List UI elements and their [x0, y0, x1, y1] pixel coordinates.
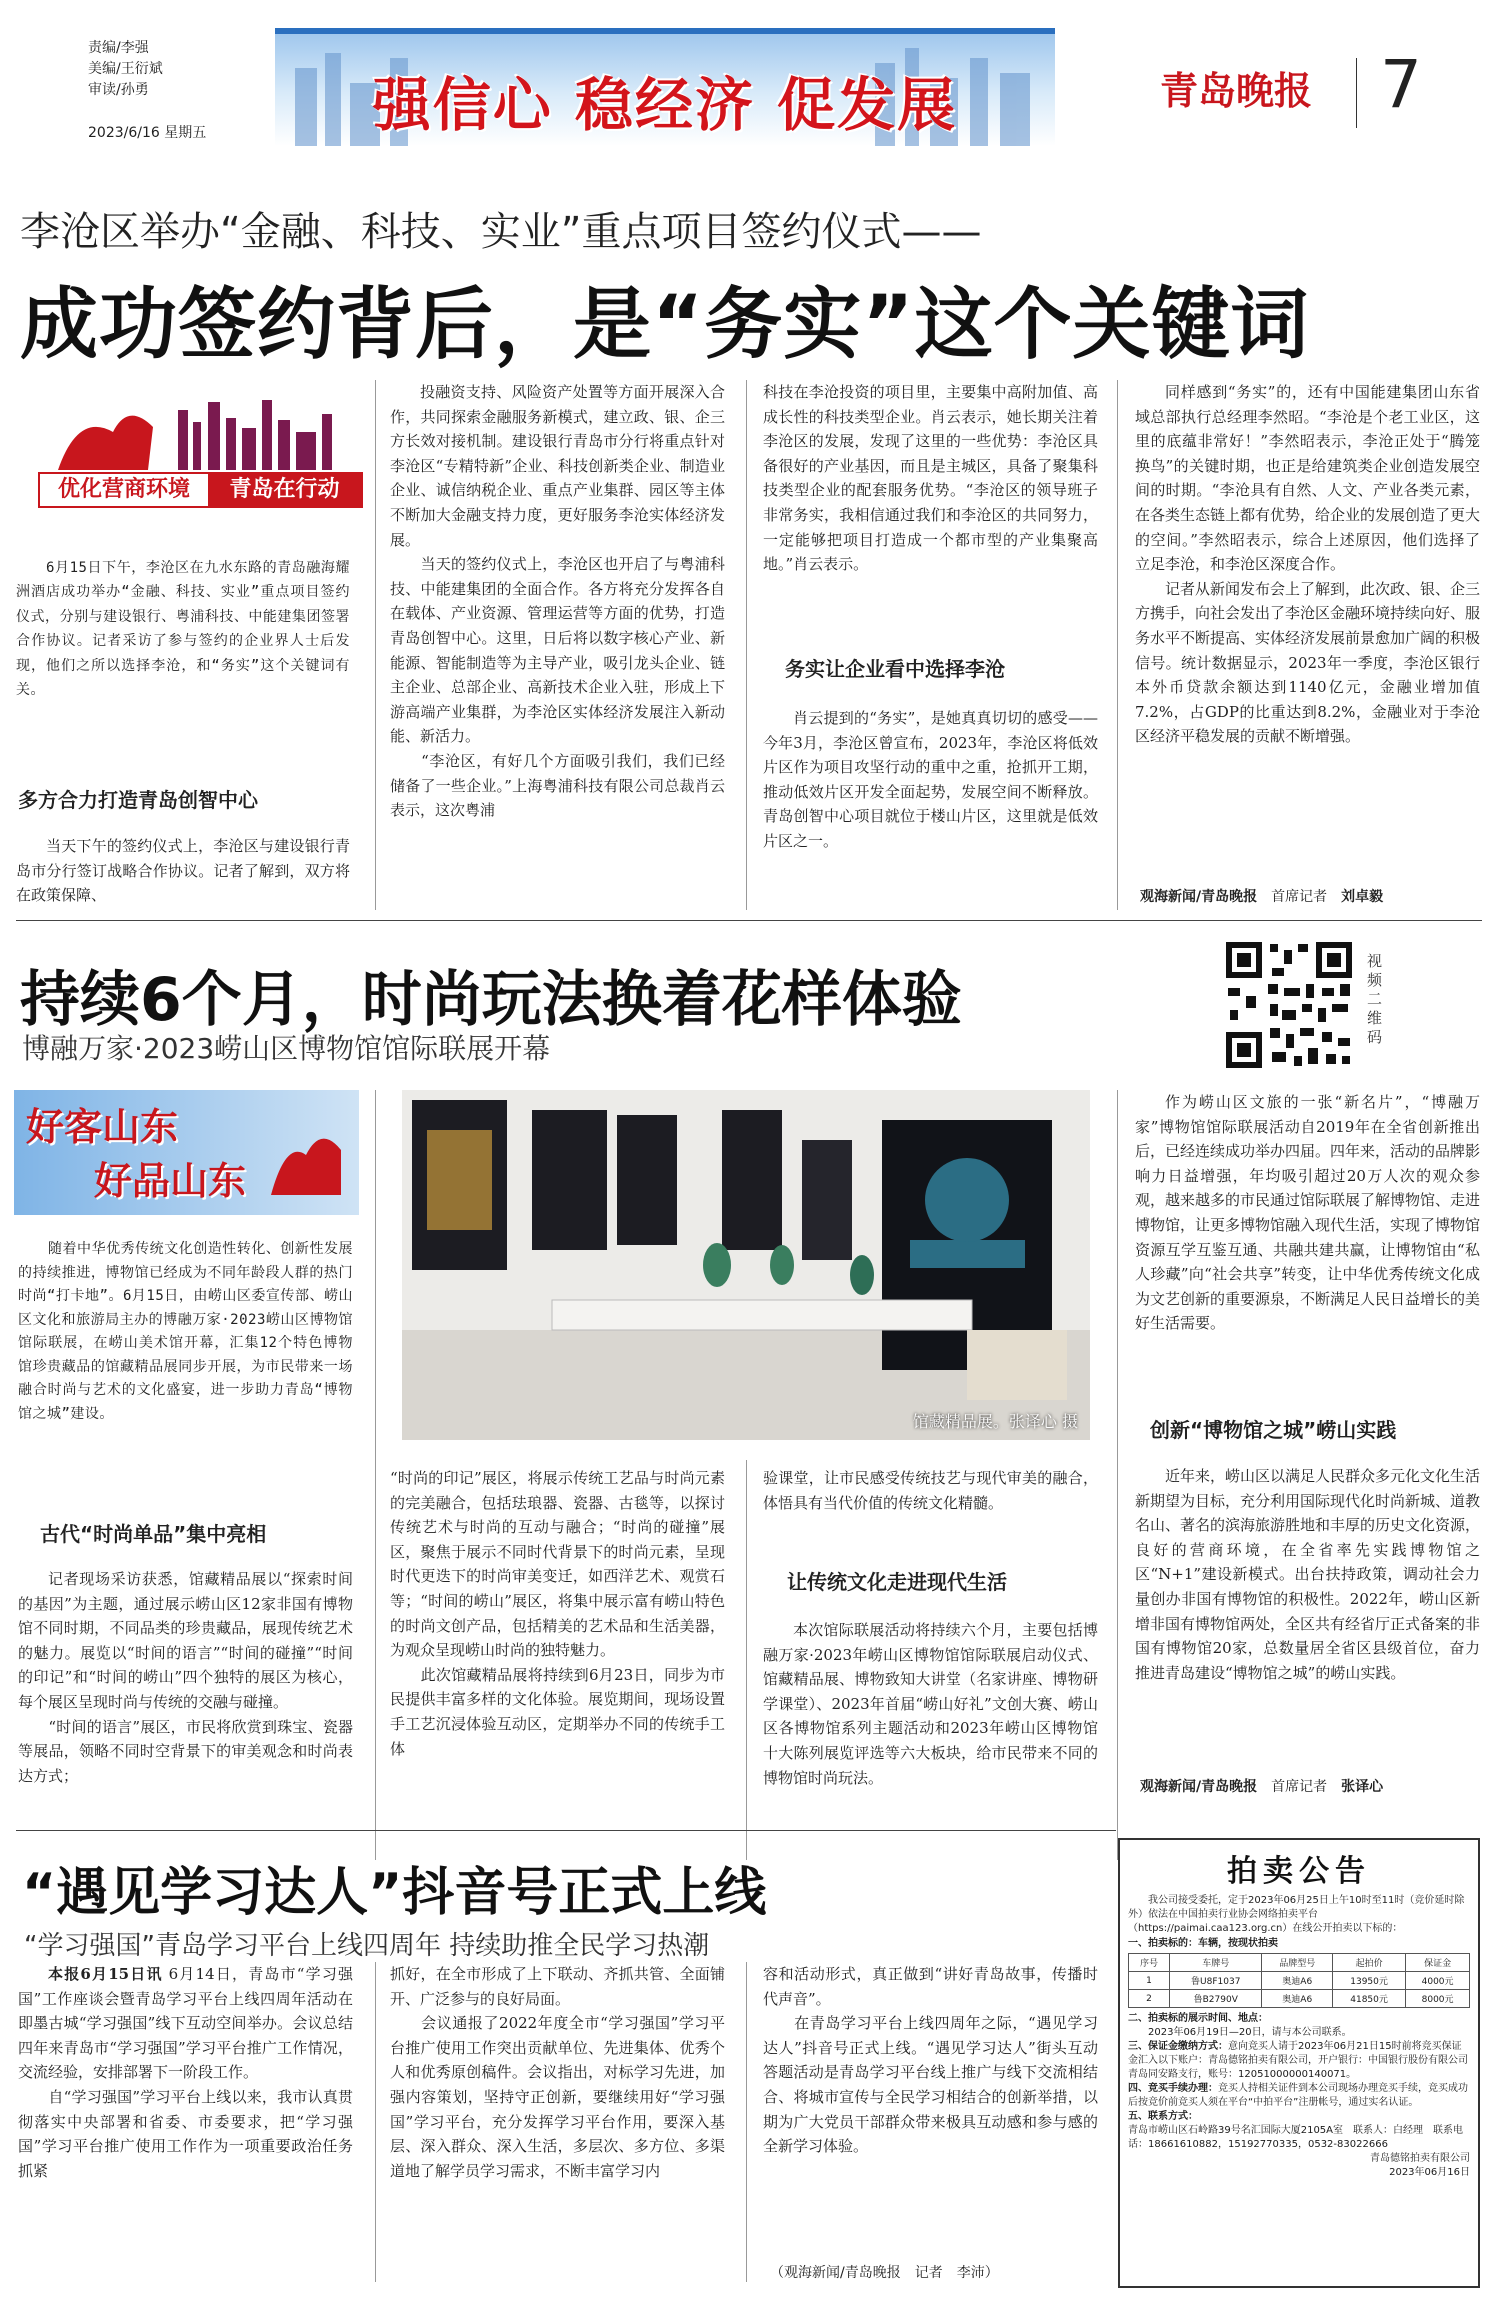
story2-col3-body-2: 本次馆际联展活动将持续六个月，主要包括博融万家·2023年崂山区博物馆馆际联展启动仪式、馆藏精品展、博物致知大讲堂（名家讲座、博物研学课堂）、2023年首届“崂山好礼”文创大赛、崂山区各博物馆系列主题活动和2023年崂山区博物馆十大陈列展览评选等六大板块，给市民带来不同的博物馆时尚玩法。: [763, 1621, 1098, 1787]
badge-line-2: 好品山东: [94, 1159, 247, 1203]
byline-source: 观海新闻/青岛晚报: [1140, 889, 1258, 905]
story3-col3-body: 容和活动形式，真正做到“讲好青岛故事，传播时代声音”。 在青岛学习平台上线四周年之际，“遇见学习达人”抖音号正式上线。“遇见学习达人”街头互动答题活动是青岛学习平台线上推广与线下交流相结合、将城市宣传与全民学习相结合的创新举措，以期为广大党员干部群众带来极具互动感和参与感的全新学习体验。: [763, 1965, 1098, 2156]
masthead-meta: [88, 38, 206, 144]
auction-intro: 我公司接受委托，定于2023年06月25日上午10时至11时（竞价延时除外）依法在中国拍卖行业协会网络拍卖平台（https://paimai.caa123.org.cn）在线公开拍卖以下标的：: [1128, 1895, 1465, 1934]
reviewer-credit: 审读/孙勇: [88, 82, 149, 98]
table-header: 保证金: [1406, 1954, 1470, 1972]
slogan-banner: [275, 28, 1055, 146]
story3-col1-body: 6月14日，青岛市“学习强国”工作座谈会暨青岛学习平台上线四周年活动在即墨古城“学习强国”线下互动空间举办。会议总结四年来青岛市“学习强国”学习平台推广工作情况，交流经验，安排部署下一阶段工作。 自“学习强国”学习平台上线以来，我市认真贯彻落实中央部署和省委、市委要求，把“学习强国”学习平台推广使用工作作为一项重要政治任务抓紧: [18, 1965, 353, 2180]
auction-notice: [1118, 1838, 1480, 2288]
byline-name: 刘卓毅: [1341, 889, 1384, 905]
auction-section-4: 四、竞买手续办理：: [1128, 2083, 1218, 2094]
table-header: 品牌型号: [1262, 1954, 1333, 1972]
auction-section-5-body: 青岛市崂山区石岭路39号名汇国际大厦2105A室 联系人：白经理 联系电话：18661610882，15192770335，0532-83022666: [1128, 2125, 1464, 2150]
story1-badge: [38, 392, 363, 517]
story2-col4-body: 作为崂山区文旅的一张“新名片”，“博融万家”博物馆馆际联展活动自2019年在全省创新推出后，已经连续成功举办四届。四年来，活动的品牌影响力日益增强，年均吸引超过20万人次的观众参观，越来越多的市民通过馆际联展了解博物馆、走进博物馆，让更多博物馆融入现代生活，实现了博物馆资源互学互鉴互通、共融共建共赢，让博物馆由“私人珍藏”向“社会共享”转变，让中华优秀传统文化成为文艺创新的重要源泉，不断满足人民日益增长的美好生活需要。: [1135, 1093, 1480, 1333]
byline-name: 张译心: [1341, 1779, 1384, 1795]
exhibition-photo: [402, 1090, 1090, 1440]
story1-subhead-1: 多方合力打造青岛创智中心: [18, 788, 258, 812]
table-row: [1129, 1990, 1470, 2008]
editor-credit: 责编/李强: [88, 40, 149, 56]
qr-code[interactable]: [1222, 938, 1356, 1072]
masthead-divider: [1356, 58, 1357, 128]
story2-col1-body: 记者现场采访获悉，馆藏精品展以“探索时间的基因”为主题，通过展示崂山区12家非国有博物馆不同时期，不同品类的珍贵藏品，展现传统艺术的魅力。展览以“时间的语言”“时间的碰撞”“时间的印记”和“时间的崂山”四个独特的展区为核心，每个展区呈现时尚与传统的交融与碰撞。 “时间的语言”展区，市民将欣赏到珠宝、瓷器等展品，领略不同时空背景下的审美观念和时尚表达方式；: [18, 1570, 353, 1785]
designer-credit: 美编/王衍斌: [88, 61, 163, 77]
story1-headline: 成功签约背后，是“务实”这个关键词: [20, 280, 1310, 370]
table-cell: 13950元: [1332, 1972, 1405, 1990]
auction-section-2: 二、拍卖标的展示时间、地点：: [1128, 2013, 1268, 2024]
badge-line-1: 好客山东: [26, 1105, 179, 1149]
story3-subtitle: “学习强国”青岛学习平台上线四周年 持续助推全民学习热潮: [24, 1931, 710, 1961]
column-rule: [1117, 380, 1118, 910]
column-rule: [746, 380, 747, 910]
table-cell: 1: [1129, 1972, 1170, 1990]
auction-section-3: 三、保证金缴纳方式：: [1128, 2041, 1228, 2052]
byline-role: 首席记者: [1271, 1779, 1328, 1795]
story1-col3-body-2: 肖云提到的“务实”，是她真真切切的感受——今年3月，李沧区曾宣布，2023年，李沧区将低效片区作为项目攻坚行动的重中之重，抢抓开工期，推动低效片区开发全面起势，发展空间不断释放。青岛创智中心项目就位于楼山片区，这里就是低效片区之一。: [763, 709, 1098, 850]
story2-badge: [14, 1090, 359, 1215]
column-rule: [375, 1090, 376, 1860]
table-cell: 鲁B2790V: [1170, 1990, 1262, 2008]
story3-col2-body: 抓好，在全市形成了上下联动、齐抓共管、全面铺开、广泛参与的良好局面。 会议通报了2022年度全市“学习强国”学习平台推广使用工作突出贡献单位、先进集体、优秀个人和优秀原创稿件。会议指出，对标学习先进，加强内容策划，坚持守正创新，要继续用好“学习强国”学习平台，充分发挥学习平台作用，要深入基层、深入群众、深入生活，多层次、多方位、多渠道地了解学员学习需求，不断丰富学习内: [390, 1965, 725, 2180]
story2-subhead-2: 让传统文化走进现代生活: [787, 1570, 1007, 1594]
column-rule: [375, 380, 376, 910]
story1-byline: [1140, 886, 1383, 906]
story2-lead: 随着中华优秀传统文化创造性转化、创新性发展的持续推进，博物馆已经成为不同年龄段人群的热门时尚“打卡地”。6月15日，由崂山区委宣传部、崂山区文化和旅游局主办的博融万家·2023崂山区博物馆馆际联展，在崂山美术馆开幕，汇集12个特色博物馆珍贵藏品的馆藏精品展同步开展，为市民带来一场融合时尚与艺术的文化盛宴，进一步助力青岛“博物馆之城”建设。: [18, 1241, 353, 1422]
table-cell: 奥迪A6: [1262, 1990, 1333, 2008]
auction-table: [1128, 1953, 1470, 2008]
story1-subhead-2: 务实让企业看中选择李沧: [785, 657, 1005, 681]
issue-date: 2023/6/16 星期五: [88, 125, 207, 141]
table-cell: 鲁U8F1037: [1170, 1972, 1262, 1990]
story3-headline: “遇见学习达人”抖音号正式上线: [22, 1863, 767, 1923]
story1-col2-body: 投融资支持、风险资产处置等方面开展深入合作，共同探索金融服务新模式，建立政、银、企三方长效对接机制。建设银行青岛市分行将重点针对李沧区“专精特新”企业、科技创新类企业、制造业企业、诚信纳税企业、重点产业集群、园区等主体不断加大金融支持力度，更好服务李沧实体经济发展。 当天的签约仪式上，李沧区也开启了与粤浦科技、中能建集团的全面合作。各方将充分发挥各自在载体、产业资源、管理运营等方面的优势，打造青岛创智中心。这里，日后将以数字核心产业、新能源、智能制造等为主导产业，吸引龙头企业、链主企业、总部企业、高新技术企业入驻，形成上下游高端产业集群，为李沧区实体经济发展注入新动能、新活力。 “李沧区，有好几个方面吸引我们，我们已经储备了一些企业。”上海粤浦科技有限公司总裁肖云表示，这次粤浦: [390, 383, 725, 820]
table-row: [1129, 1972, 1470, 1990]
paper-logo: 青岛晚报: [1160, 68, 1313, 113]
auction-title: 拍卖公告: [1227, 1854, 1371, 1889]
qr-code-label: 视频二维码: [1367, 952, 1383, 1046]
photo-credit: 馆藏精品展。张译心 摄: [912, 1412, 1078, 1431]
story3-col1: [18, 1962, 353, 2280]
badge-left-text: 优化营商环境: [57, 477, 190, 502]
story2-subhead-3: 创新“博物馆之城”崂山实践: [1150, 1418, 1397, 1442]
skyline-badge-icon: [38, 392, 363, 472]
auction-date: 2023年06月16日: [1389, 2167, 1470, 2178]
table-header: 车牌号: [1170, 1954, 1262, 1972]
story2-subtitle: 博融万家·2023崂山区博物馆馆际联展开幕: [22, 1032, 551, 1065]
auction-section-5: 五、联系方式：: [1128, 2111, 1198, 2122]
story2-col4-body-2: 近年来，崂山区以满足人民群众多元化文化生活新期望为目标，充分利用国际现代化时尚新城、道教名山、著名的滨海旅游胜地和丰厚的历史文化资源，良好的营商环境，在全省率先实践博物馆之区“N+1”建设新模式。出台扶持政策，调动社会力量创办非国有博物馆的积极性。2022年，崂山区新增非国有博物馆两处，全区共有经省厅正式备案的非国有博物馆20家，总数量居全省区县级首位，奋力推进青岛建设“博物馆之城”的崂山实践。: [1135, 1467, 1480, 1682]
qr-code-icon: [1222, 938, 1356, 1072]
page-number: 7: [1380, 46, 1422, 123]
story3-byline: （观海新闻/青岛晚报 记者 李沛）: [770, 2265, 999, 2281]
story2-col3-body: 验课堂，让市民感受传统技艺与现代审美的融合，体悟具有当代价值的传统文化精髓。: [763, 1469, 1098, 1512]
table-header-row: [1129, 1954, 1470, 1972]
table-cell: 8000元: [1406, 1990, 1470, 2008]
story2-col2-body: “时尚的印记”展区，将展示传统工艺品与时尚元素的完美融合，包括珐琅器、瓷器、古毯等，以探讨传统艺术与时尚的互动与融合；“时尚的碰撞”展区，聚焦于展示不同时代背景下的时尚元素，呈现时代更迭下的时尚审美变迁，如西洋艺术、观赏石等；“时间的崂山”展区，将集中展示富有崂山特色的时尚文创产品，包括精美的艺术品和生活美器，为观众呈现崂山时尚的独特魅力。 此次馆藏精品展将持续到6月23日，同步为市民提供丰富多样的文化体验。展览期间，现场设置手工艺沉浸体验互动区，定期举办不同的传统手工体: [390, 1469, 725, 1758]
story2-byline: [1140, 1776, 1383, 1796]
table-cell: 奥迪A6: [1262, 1972, 1333, 1990]
column-rule: [746, 1460, 747, 1860]
table-header: 起拍价: [1332, 1954, 1405, 1972]
section-divider: [16, 920, 1482, 921]
story1-col4-body: 同样感到“务实”的，还有中国能建集团山东省域总部执行总经理李然昭。“李沧是个老工业区，这里的底蕴非常好！”李然昭表示，李沧正处于“腾笼换鸟”的关键时期，也正是给建筑类企业创造发展空间的时期。“李沧具有自然、人文、产业各类元素，在各类生态链上都有优势，给企业的发展创造了更大的空间。”李然昭表示，综合上述原因，他们选择了立足李沧，和李沧区深度合作。 记者从新闻发布会上了解到，此次政、银、企三方携手，向社会发出了李沧区金融环境持续向好、服务水平不断提高、实体经济发展前景愈加广阔的积极信号。统计数据显示，2023年一季度，李沧区银行本外币贷款余额达到1140亿元，金融业增加值7.2%，占GDP的比重达到8.2%，金融业对于李沧区经济平稳发展的贡献不断增强。: [1135, 383, 1480, 746]
story1-col1-body: 当天下午的签约仪式上，李沧区与建设银行青岛市分行签订战略合作协议。记者了解到，双方将在政策保障、: [16, 837, 350, 905]
story2-headline: 持续6个月，时尚玩法换着花样体验: [20, 965, 962, 1035]
auction-section-4-body: 竞买人持相关证件到本公司现场办理竞买手续，竞买成功后按竞价前竞买人须在平台“中拍平台”注册帐号，通过实名认证。: [1128, 2083, 1468, 2108]
story3-dateline: 本报6月15日讯: [48, 1965, 163, 1983]
slogan-text: 强信心 稳经济 促发展: [372, 71, 958, 139]
story2-subhead-1: 古代“时尚单品”集中亮相: [40, 1522, 267, 1546]
byline-role: 首席记者: [1271, 889, 1328, 905]
auction-section-1: 一、拍卖标的：车辆，按现状拍卖: [1128, 1938, 1278, 1949]
table-cell: 41850元: [1332, 1990, 1405, 2008]
auction-company: 青岛德铭拍卖有限公司: [1370, 2153, 1470, 2164]
column-rule: [375, 1962, 376, 2282]
column-rule: [1117, 1090, 1118, 1860]
exhibition-photo-graphic: [402, 1090, 1090, 1440]
landmark-icon: [261, 1110, 351, 1200]
badge-right-text: 青岛在行动: [208, 474, 361, 506]
section-divider: [16, 1830, 1116, 1831]
auction-section-2-body: 2023年06月19日—20日，请与本公司联系。: [1148, 2027, 1352, 2038]
story1-col3-body: 科技在李沧投资的项目里，主要集中高附加值、高成长性的科技类型企业。肖云表示，她长期关注着李沧区的发展，发现了这里的一些优势：李沧区具备很好的产业基因，而且是主城区，具备了聚集科技类型企业的配套服务优势。“李沧区的领导班子非常务实，我相信通过我们和李沧区的共同努力，一定能够把项目打造成一个都市型的产业集聚高地。”肖云表示。: [763, 383, 1098, 574]
table-cell: 4000元: [1406, 1972, 1470, 1990]
table-header: 序号: [1129, 1954, 1170, 1972]
table-cell: 2: [1129, 1990, 1170, 2008]
column-rule: [746, 1962, 747, 2282]
auction-section-3-body: 意向竞买人请于2023年06月21日15时前将竞买保证金汇入以下账户：青岛德铭拍卖有限公司，开户银行：中国银行股份有限公司青岛同安路支行，账号：12051000000140071。: [1128, 2041, 1468, 2080]
byline-source: 观海新闻/青岛晚报: [1140, 1779, 1258, 1795]
story1-kicker: 李沧区举办“金融、科技、实业”重点项目签约仪式——: [20, 209, 982, 255]
story1-lead: 6月15日下午，李沧区在九水东路的青岛融海耀洲酒店成功举办“金融、科技、实业”重点项目签约仪式，分别与建设银行、粤浦科技、中能建集团签署合作协议。记者采访了参与签约的企业界人士后发现，他们之所以选择李沧，和“务实”这个关键词有关。: [16, 560, 350, 699]
